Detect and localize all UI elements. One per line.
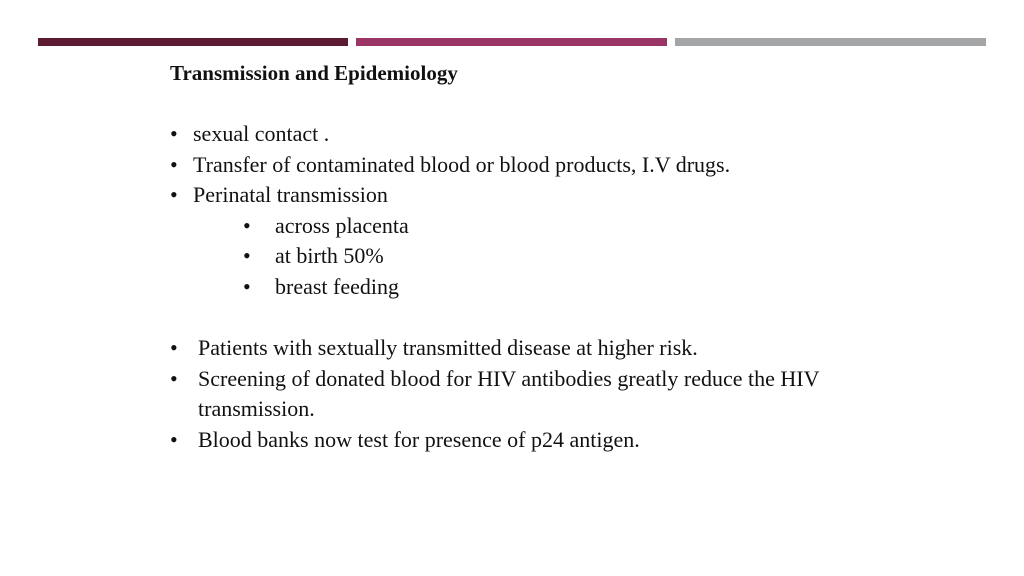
bullet-list-perinatal xyxy=(170,211,870,303)
spacer xyxy=(170,88,870,119)
list-item: • Patients with sextually transmitted disease at higher risk. xyxy=(170,333,870,364)
list-item: • Transfer of contaminated blood or blood products, I.V drugs. xyxy=(170,150,870,181)
decoration-bar-gray xyxy=(675,38,986,46)
list-item: • Blood banks now test for presence of p24 antigen. xyxy=(170,425,870,456)
list-item: • breast feeding xyxy=(170,272,870,303)
list-item: • at birth 50% xyxy=(170,241,870,272)
header-decoration-bars xyxy=(38,38,986,46)
spacer xyxy=(170,302,870,333)
bullet-list-primary xyxy=(170,119,870,211)
list-item: • across placenta xyxy=(170,211,870,242)
decoration-bar-magenta xyxy=(356,38,667,46)
slide-content xyxy=(170,58,870,455)
list-item: • Perinatal transmission xyxy=(170,180,870,211)
slide-title: Transmission and Epidemiology xyxy=(170,61,458,85)
decoration-bar-dark xyxy=(38,38,348,46)
list-item: • Screening of donated blood for HIV antibodies greatly reduce the HIV transmission. xyxy=(170,364,870,425)
bullet-list-secondary xyxy=(170,333,870,455)
list-item: • sexual contact . xyxy=(170,119,870,150)
